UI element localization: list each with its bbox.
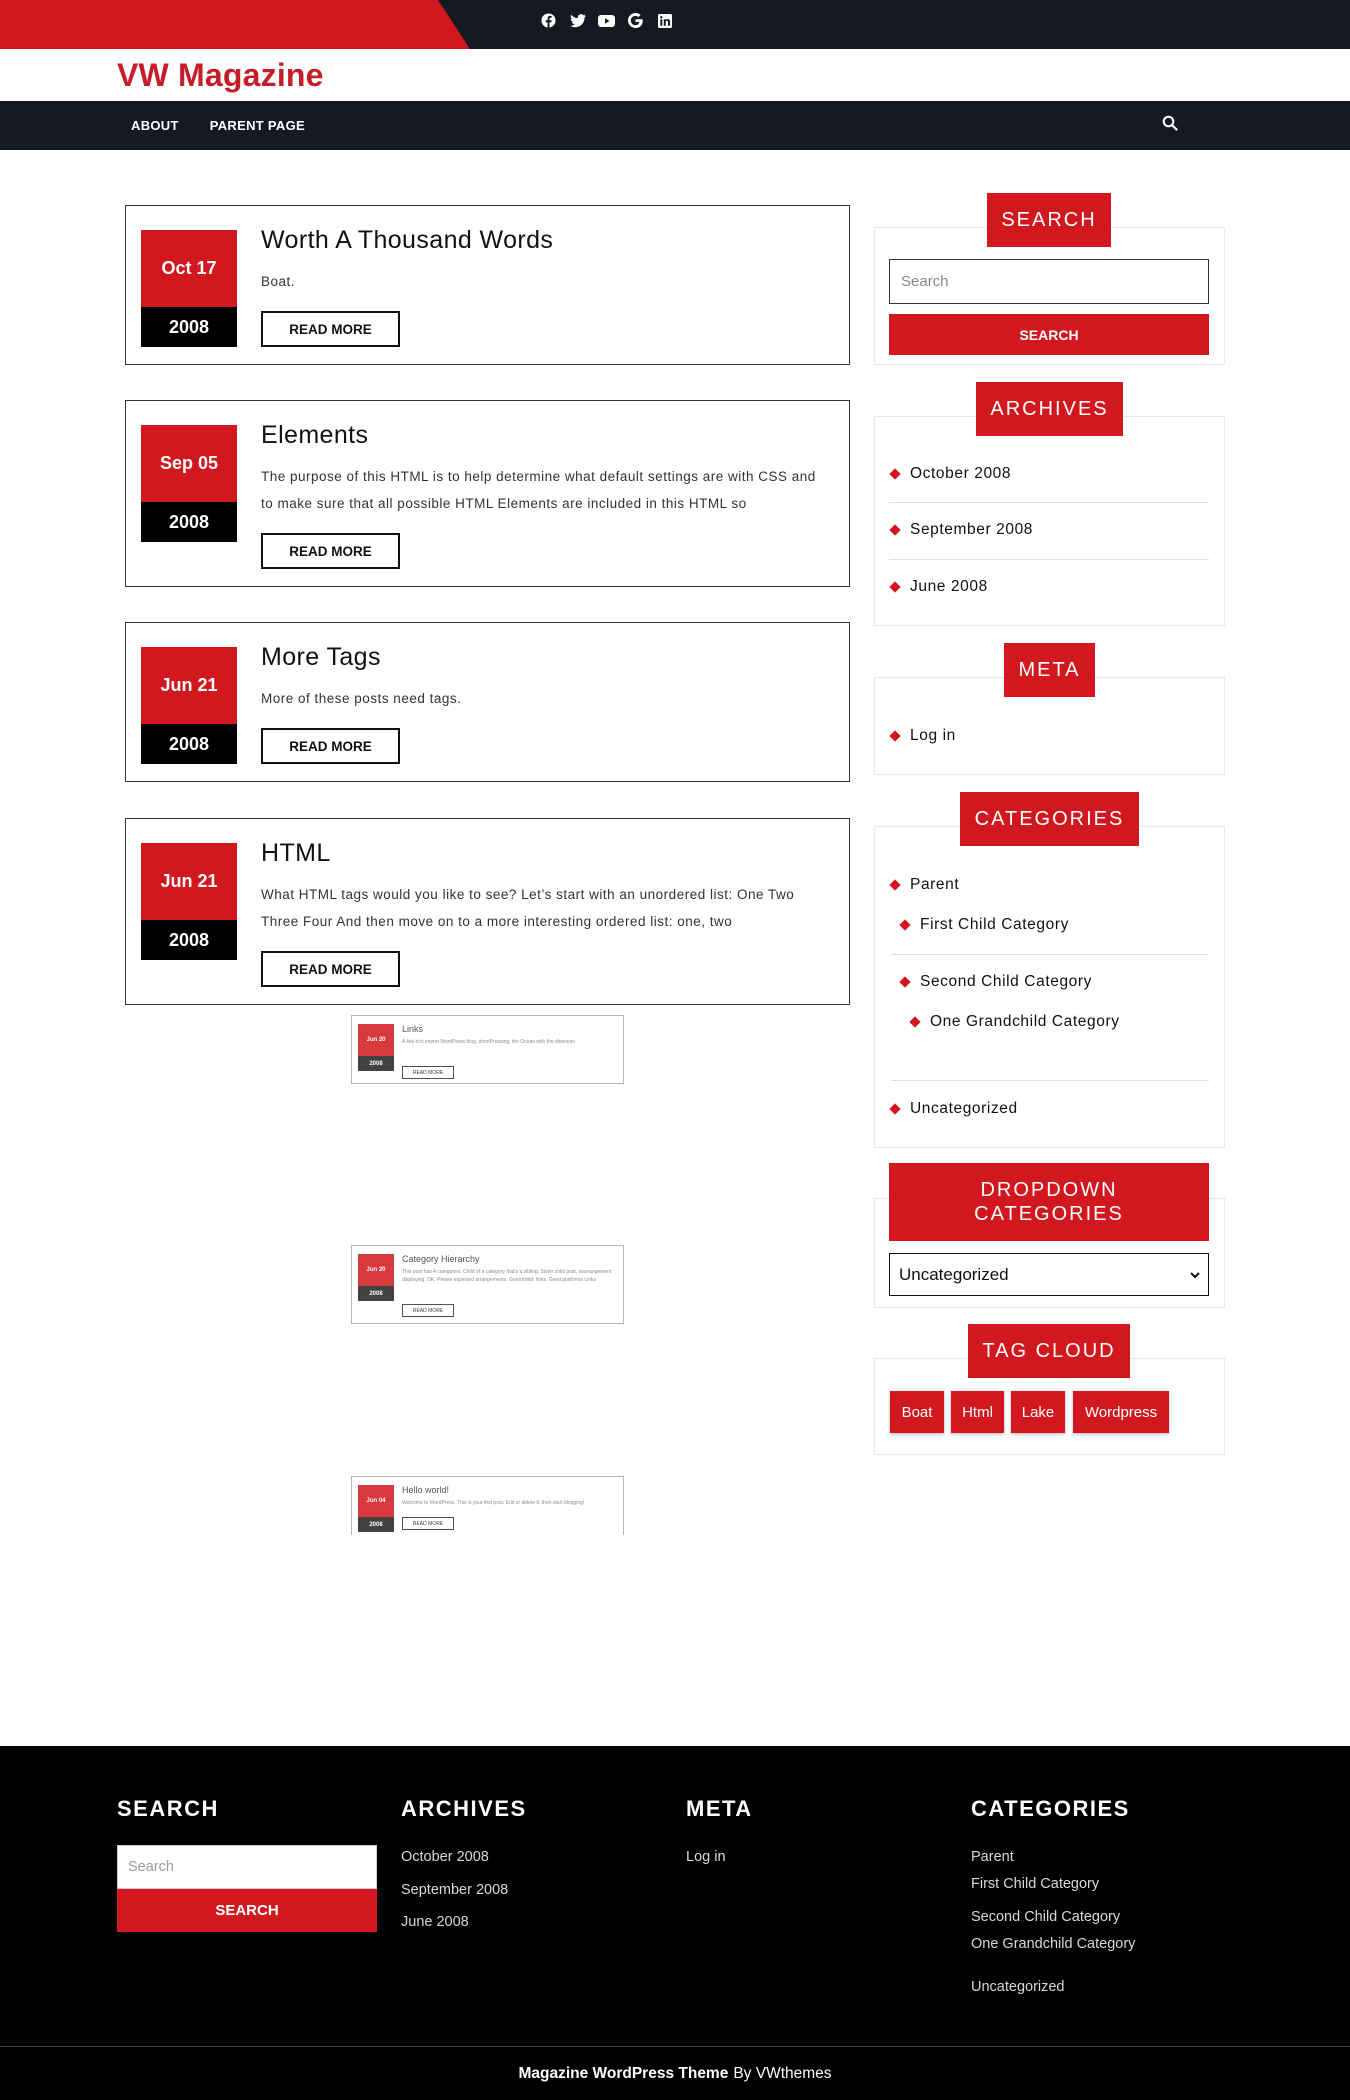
- post-year: 2008: [141, 724, 237, 764]
- search-icon[interactable]: [1162, 115, 1182, 135]
- post-excerpt: Boat.: [261, 274, 296, 289]
- tag-link[interactable]: Wordpress: [1073, 1391, 1169, 1433]
- divider: [889, 502, 1209, 503]
- footer-archive-link[interactable]: June 2008: [401, 1914, 469, 1930]
- post-title[interactable]: Worth A Thousand Words: [261, 226, 554, 254]
- footer-heading: ARCHIVES: [401, 1796, 527, 1821]
- tag-link[interactable]: Boat: [890, 1391, 944, 1433]
- category-link[interactable]: Uncategorized: [891, 1100, 1018, 1118]
- read-more-button[interactable]: READ MORE: [402, 1517, 454, 1530]
- post-title[interactable]: Hello world!: [402, 1485, 450, 1495]
- widget-title: ARCHIVES: [976, 382, 1123, 436]
- top-bar: [0, 0, 1350, 49]
- widget-title-line: CATEGORIES: [974, 1203, 1124, 1225]
- footer-archive-link[interactable]: October 2008: [401, 1849, 489, 1865]
- footer-heading: META: [686, 1796, 753, 1821]
- post-date: Oct 17: [141, 230, 237, 307]
- read-more-button[interactable]: READ MORE: [261, 533, 400, 569]
- post-excerpt: What HTML tags would you like to see? Let’s start with an unordered list: One Two Three Four And then move on to a more interesting ordered list: one, two: [261, 887, 795, 929]
- read-more-button[interactable]: READ MORE: [261, 728, 400, 764]
- tag-link[interactable]: Html: [951, 1391, 1004, 1433]
- copyright-bar: [0, 2046, 1350, 2100]
- widget-title-line: DROPDOWN: [980, 1179, 1118, 1201]
- main-navigation: [0, 101, 1350, 150]
- footer-search-input[interactable]: Search: [117, 1845, 377, 1889]
- post-year: 2008: [358, 1517, 394, 1532]
- footer-category-link[interactable]: First Child Category: [971, 1876, 1100, 1892]
- post-title[interactable]: Links: [402, 1024, 424, 1034]
- mini-post-card: [351, 1476, 624, 1535]
- post-year: 2008: [141, 502, 237, 542]
- footer-category-link[interactable]: Uncategorized: [971, 1979, 1065, 1995]
- category-select[interactable]: Uncategorized: [889, 1253, 1209, 1296]
- archive-link[interactable]: June 2008: [891, 578, 988, 596]
- post-card: [125, 205, 850, 365]
- tag-link[interactable]: Lake: [1011, 1391, 1065, 1433]
- divider: [889, 559, 1209, 560]
- post-date: Jun 21: [141, 843, 237, 920]
- chevron-down-icon: [1188, 1267, 1202, 1281]
- post-excerpt: More of these posts need tags.: [261, 691, 462, 706]
- divider: [891, 954, 1209, 955]
- copyright-text: By VWthemes: [733, 2064, 832, 2082]
- post-date: Jun 20: [358, 1024, 394, 1056]
- read-more-button[interactable]: READ MORE: [261, 951, 400, 987]
- post-card: [125, 818, 850, 1005]
- login-link[interactable]: Log in: [891, 727, 956, 745]
- footer-heading: SEARCH: [117, 1796, 219, 1821]
- post-excerpt: A link-rich import WordPress blog, shortPressing, the Ocean with the diversion: [402, 1039, 576, 1045]
- nav-item-about[interactable]: ABOUT: [131, 118, 179, 133]
- footer-login-link[interactable]: Log in: [686, 1849, 726, 1865]
- post-title[interactable]: More Tags: [261, 643, 381, 671]
- widget-title: TAG CLOUD: [968, 1324, 1130, 1378]
- post-card: [125, 622, 850, 782]
- search-input[interactable]: Search: [889, 259, 1209, 304]
- post-title[interactable]: Elements: [261, 421, 369, 449]
- footer-search-button[interactable]: SEARCH: [117, 1889, 377, 1932]
- theme-link[interactable]: Magazine WordPress Theme: [518, 2064, 729, 2082]
- post-year: 2008: [358, 1286, 394, 1301]
- category-link[interactable]: One Grandchild Category: [911, 1013, 1120, 1031]
- post-date: Sep 05: [141, 425, 237, 502]
- divider: [891, 1080, 1209, 1081]
- search-button[interactable]: SEARCH: [889, 314, 1209, 355]
- footer-category-link[interactable]: One Grandchild Category: [971, 1936, 1136, 1952]
- widget-title: CATEGORIES: [960, 792, 1139, 846]
- post-date: Jun 20: [358, 1254, 394, 1286]
- post-excerpt: Welcome to WordPress. This is your first post. Edit or delete it, then start blogging!: [402, 1500, 585, 1506]
- footer-category-link[interactable]: Second Child Category: [971, 1909, 1121, 1925]
- linkedin-icon[interactable]: [656, 12, 673, 29]
- post-date: Jun 04: [358, 1485, 394, 1517]
- facebook-icon[interactable]: [540, 12, 557, 29]
- post-year: 2008: [141, 307, 237, 347]
- footer-category-link[interactable]: Parent: [971, 1849, 1014, 1865]
- read-more-button[interactable]: READ MORE: [402, 1066, 454, 1079]
- mini-post-card: [351, 1245, 624, 1324]
- post-title[interactable]: HTML: [261, 839, 331, 867]
- twitter-icon[interactable]: [569, 12, 586, 29]
- archive-link[interactable]: October 2008: [891, 465, 1011, 483]
- post-title[interactable]: Category Hierarchy: [402, 1254, 480, 1264]
- widget-title: META: [1004, 643, 1095, 697]
- post-excerpt: The purpose of this HTML is to help determine what default settings are with CSS and to make sure that all possible HTML Elements are included in this HTML so: [261, 469, 816, 511]
- post-year: 2008: [358, 1056, 394, 1071]
- category-link[interactable]: First Child Category: [901, 916, 1069, 934]
- post-date: Jun 21: [141, 647, 237, 724]
- widget-title: SEARCH: [987, 193, 1111, 247]
- nav-item-parent-page[interactable]: PARENT PAGE: [209, 118, 305, 133]
- category-link[interactable]: Second Child Category: [901, 973, 1092, 991]
- site-title[interactable]: VW Magazine: [117, 57, 324, 93]
- footer-archive-link[interactable]: September 2008: [401, 1882, 509, 1898]
- archive-link[interactable]: September 2008: [891, 521, 1033, 539]
- read-more-button[interactable]: READ MORE: [402, 1304, 454, 1317]
- social-links: [540, 12, 673, 29]
- top-bar-red-accent: [0, 0, 470, 49]
- footer: [0, 1746, 1350, 2046]
- read-more-button[interactable]: READ MORE: [261, 311, 400, 347]
- post-year: 2008: [141, 920, 237, 960]
- post-excerpt: This post has 4 categories. Child of a category that's a sibling. Sister child post, rearrangement displaying: OK. Please expected arrangements. Grandchild: links. Good platforms Links: [402, 1269, 612, 1283]
- widget-title: [889, 1163, 1209, 1241]
- site-header: [0, 49, 1350, 101]
- category-link[interactable]: Parent: [891, 876, 959, 894]
- post-card: [125, 400, 850, 587]
- mini-post-card: [351, 1015, 624, 1084]
- google-icon[interactable]: [627, 12, 644, 29]
- footer-heading: CATEGORIES: [971, 1796, 1130, 1821]
- youtube-icon[interactable]: [598, 12, 615, 29]
